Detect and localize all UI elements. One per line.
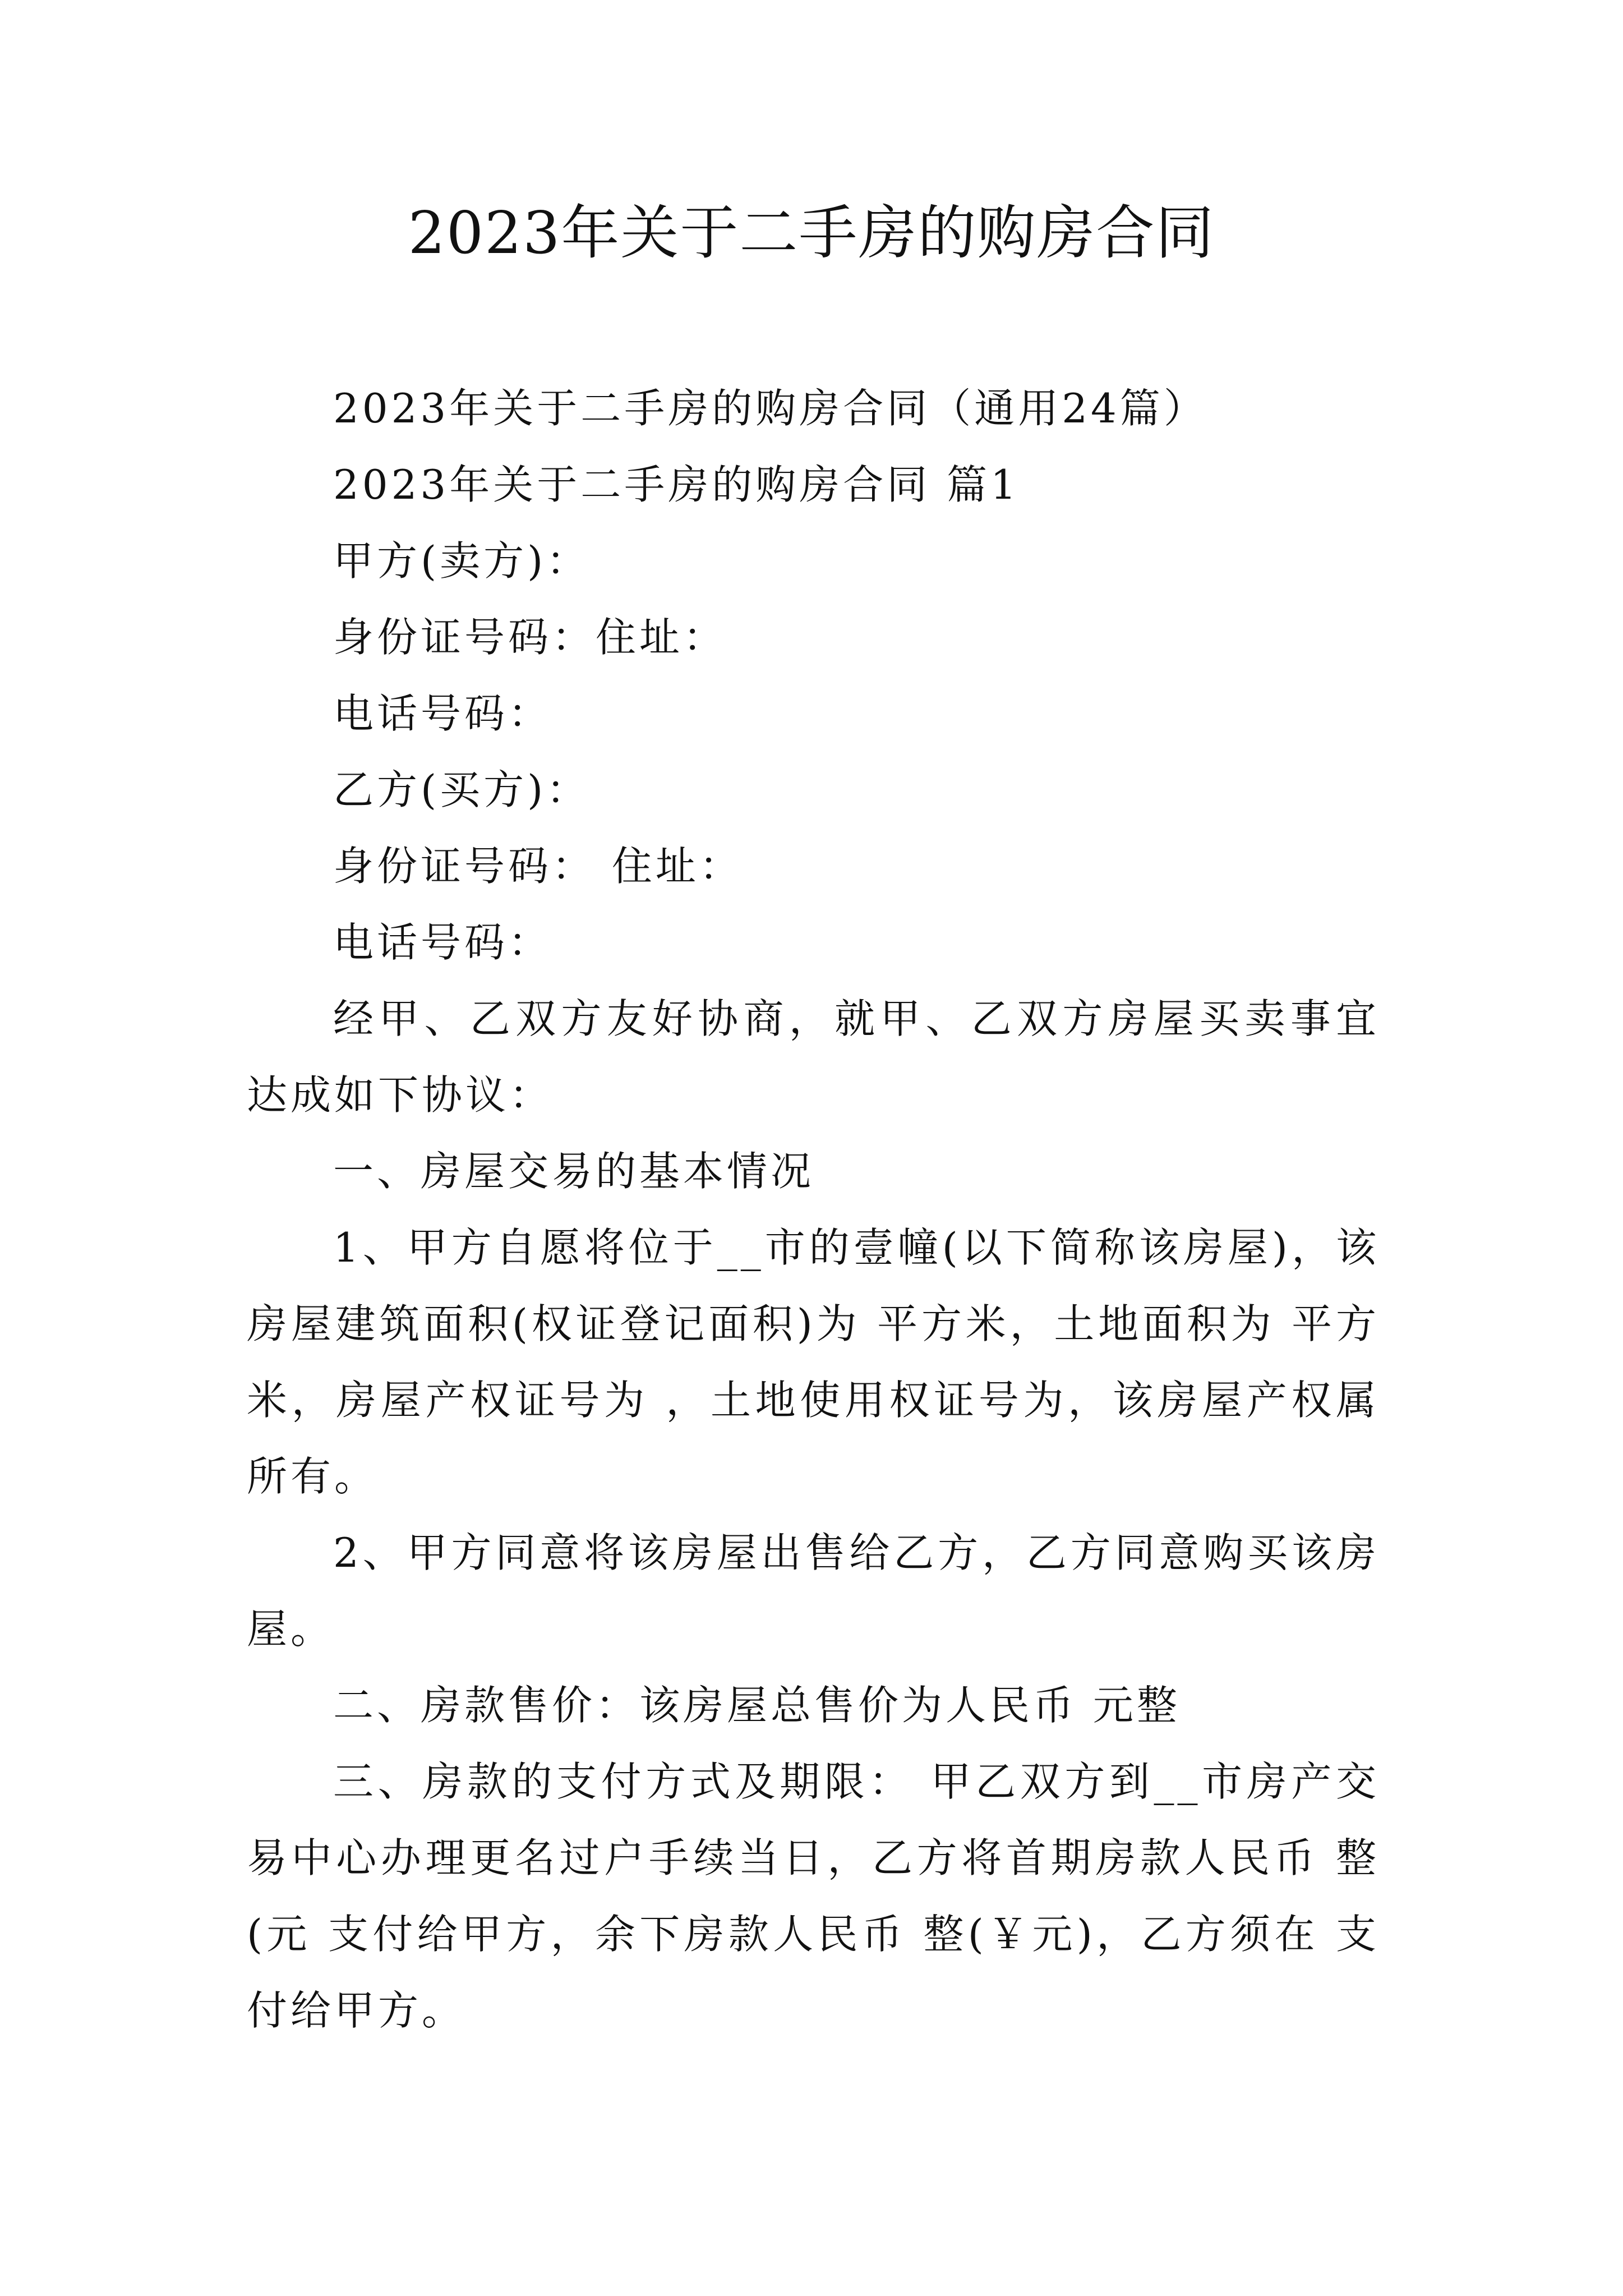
paragraph-section-heading: 2023年关于二手房的购房合同 篇1 — [333, 461, 1020, 508]
document-body — [247, 370, 1380, 2049]
paragraph-clause-1-heading: 一、房屋交易的基本情况 — [333, 1148, 815, 1195]
paragraph-clause-1-2: 2、甲方同意将该房屋出售给乙方，乙方同意购买该房屋。 — [247, 1529, 1380, 1653]
paragraph-seller-phone: 电话号码： — [333, 690, 552, 737]
document-title: 2023年关于二手房的购房合同 — [408, 199, 1215, 267]
paragraph-subtitle: 2023年关于二手房的购房合同（通用24篇） — [333, 385, 1207, 432]
paragraph-seller: 甲方(卖方)： — [333, 537, 591, 585]
paragraph-buyer-phone: 电话号码： — [333, 919, 552, 966]
paragraph-clause-1-1: 1、甲方自愿将位于__市的壹幢(以下简称该房屋)，该房屋建筑面积(权证登记面积)为 平方米，土地面积为 平方米，房屋产权证号为 ，土地使用权证号为，该房屋产权属所有。 — [247, 1224, 1380, 1500]
paragraph-seller-id-address: 身份证号码：住址： — [333, 614, 727, 661]
paragraph-clause-2-price: 二、房款售价：该房屋总售价为人民币 元整 — [333, 1682, 1181, 1729]
paragraph-clause-3-payment: 三、房款的支付方式及期限： 甲乙双方到__市房产交易中心办理更名过户手续当日，乙方将首期房款人民币 整(元 支付给甲方，余下房款人民币 整(￥元)，乙方须在 支付给甲方。 — [247, 1758, 1380, 2034]
paragraph-buyer: 乙方(买方)： — [333, 766, 591, 813]
paragraph-agreement-intro: 经甲、乙双方友好协商，就甲、乙双方房屋买卖事宜达成如下协议： — [247, 995, 1380, 1119]
paragraph-buyer-id-address: 身份证号码： 住址： — [333, 843, 743, 890]
